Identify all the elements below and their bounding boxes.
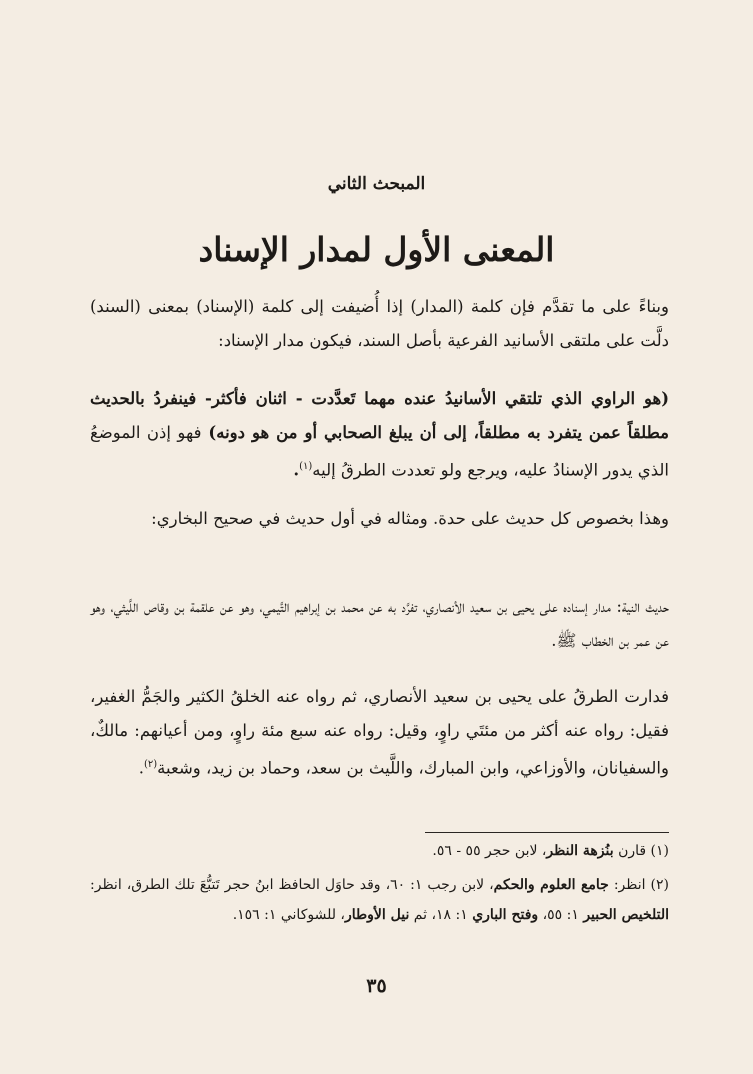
- hadith-paragraph: حديث النية: مدار إسناده على يحيى بن سعيد الأنصاري، تفرَّد به عن محمد بن إبراهيم التَّيمي، وهو عن علقمة بن وقاص اللَّيثي، وهو عن عمر بن الخطاب ﷺ.: [90, 597, 669, 650]
- intro-paragraph: وبناءً على ما تقدَّم فإن كلمة (المدار) إذا أُضيفت إلى كلمة (الإسناد) بمعنى (السند) دلَّت على ملتقى الأسانيد الفرعية بأصل السند، فيكون مدار الإسناد:: [90, 297, 669, 350]
- chapter-heading: المبحث الثاني: [327, 174, 426, 194]
- footnote-2-mid-3: ١: ١٨، ثم: [409, 907, 473, 923]
- footnote-2-book-4: نيل الأوطار: [344, 907, 410, 923]
- page-number: ٣٥: [366, 975, 387, 997]
- definition-paragraph: (هو الراوي الذي تلتقي الأسانيدُ عنده مهما تَعدَّدت - اثنان فأكثر- فينفردُ بالحديث مطلقاً عمن يتفرد به مطلقاً، إلى أن يبلغ الصحابي أو من هو دونه) فهو إذن الموضعُ الذي يدور الإسنادُ عليه، ويرجع ولو تعددت الطرقُ إليه$^{(١)}$.: [90, 389, 669, 480]
- footnote-1-pre: (١) قارن: [613, 843, 669, 859]
- section-title: المعنى الأول لمدار الإسناد: [198, 230, 555, 269]
- footnote-2-pre: (٢) انظر:: [608, 877, 669, 893]
- footnote-1-post: ، لابن حجر ٥٥ - ٥٦.: [432, 843, 547, 859]
- footnote-2-mid-1: ، لابن رجب ١: ٦٠، وقد حاوَل الحافظ ابنُ حجر تَتبُّعَ تلك الطرق، انظر:: [90, 877, 494, 893]
- definition-bold-text: (هو الراوي الذي تلتقي الأسانيدُ عنده مهما تَعدَّدت - اثنان فأكثر- فينفردُ بالحديث مطلقاً عمن يتفرد به مطلقاً، إلى أن يبلغ الصحابي أو من هو دونه): [90, 389, 669, 442]
- footnote-divider: [425, 832, 669, 833]
- footnote-ref-1[interactable]: (١): [299, 461, 313, 472]
- definition-plain-text: فهو إذن الموضعُ الذي يدور الإسنادُ عليه، ويرجع ولو تعددت الطرقُ إليه: [90, 423, 669, 480]
- paths-paragraph: فدارت الطرقُ على يحيى بن سعيد الأنصاري، ثم رواه عنه الخلقُ الكثير والجَمُّ الغفير، فقيل: رواه عنه أكثر من مئتَي راوٍ، وقيل: رواه عنه سبع مئة راوٍ، ومن أعيانهم: مالكٌ، والسفيانان، والأوزاعي، وابن المبارك، واللَّيث بن سعد، وحماد بن زيد، وشعبة$^{(٢)}$.: [90, 687, 669, 778]
- footnote-2-book-1: جامع العلوم والحكم: [493, 877, 609, 893]
- footnote-2-book-3: وفتح الباري: [472, 907, 539, 923]
- footnote-1-book: بنُزهة النظر: [546, 843, 614, 859]
- paths-text: فدارت الطرقُ على يحيى بن سعيد الأنصاري، ثم رواه عنه الخلقُ الكثير والجَمُّ الغفير، فقيل: رواه عنه أكثر من مئتَي راوٍ، وقيل: رواه عنه سبع مئة راوٍ، ومن أعيانهم: مالكٌ، والسفيانان، والأوزاعي، وابن المبارك، واللَّيث بن سعد، وحماد بن زيد، وشعبة: [90, 687, 669, 778]
- footnote-ref-2[interactable]: (٢): [143, 759, 158, 770]
- footnote-2-post: ، للشوكاني ١: ١٥٦.: [232, 907, 345, 923]
- footnote-1: [90, 836, 669, 866]
- footnote-2: [90, 870, 669, 930]
- example-intro-paragraph: وهذا بخصوص كل حديث على حدة. ومثاله في أول حديث في صحيح البخاري:: [151, 509, 669, 528]
- footnote-2-book-2: التلخيص الحبير: [583, 907, 669, 923]
- footnote-2-mid-2: ١: ٥٥،: [538, 907, 584, 923]
